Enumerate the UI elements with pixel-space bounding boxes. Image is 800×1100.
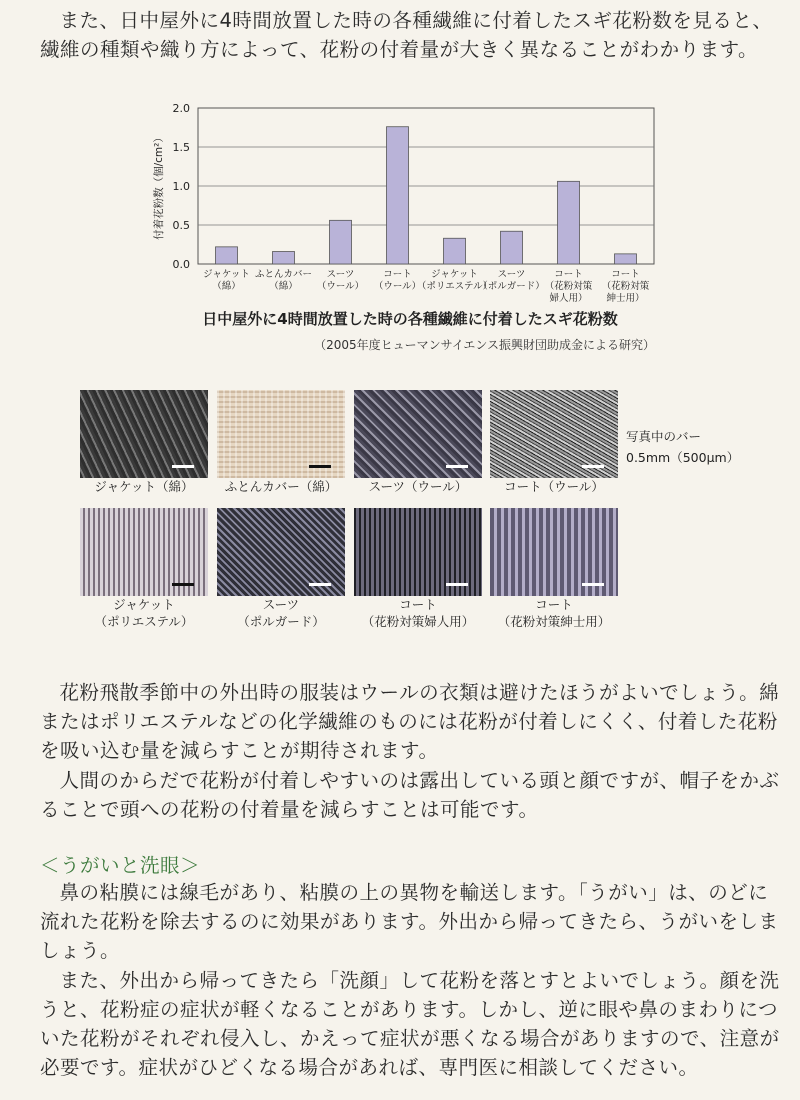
- fabric-caption-line: ジャケット: [113, 597, 175, 612]
- bar: [444, 238, 466, 264]
- fabric-caption: [201, 478, 361, 495]
- x-tick-label: （花粉対策: [601, 281, 650, 292]
- fabric-caption-line: （ポルガード）: [237, 614, 325, 629]
- scale-bar: [309, 583, 331, 586]
- bar: [273, 252, 295, 264]
- scale-bar: [446, 465, 468, 468]
- fabric-caption-line: ジャケット（綿）: [94, 479, 194, 494]
- fabric-photo: [490, 390, 618, 478]
- fabric-photo: [354, 508, 482, 596]
- fabric-caption: [64, 596, 224, 630]
- chart-svg: [150, 96, 670, 306]
- fabric-photo: [354, 390, 482, 478]
- fabric-caption: [201, 596, 361, 630]
- x-tick-label: （花粉対策: [544, 281, 593, 292]
- fabric-caption: [474, 478, 634, 495]
- x-tick-label: （ポルガード）: [478, 281, 545, 292]
- y-axis-label: 付着花粉数（個/cm²）: [153, 132, 165, 240]
- chart-title: 日中屋外に4時間放置した時の各種繊維に付着したスギ花粉数: [202, 310, 618, 328]
- y-tick-label: 1.5: [172, 141, 190, 154]
- bar: [216, 247, 238, 264]
- scale-bar: [446, 583, 468, 586]
- fabric-caption-line: コート: [535, 597, 573, 612]
- y-tick-label: 2.0: [172, 102, 190, 115]
- fabric-photo: [80, 508, 208, 596]
- x-tick-label: 紳士用）: [606, 293, 645, 304]
- y-tick-label: 0.0: [172, 258, 190, 271]
- y-tick-label: 1.0: [172, 180, 190, 193]
- fabric-caption-line: （花粉対策紳士用）: [497, 614, 611, 629]
- scale-bar: [309, 465, 331, 468]
- x-tick-label: ふとんカバー: [254, 269, 313, 280]
- x-tick-label: （ウール）: [316, 281, 365, 292]
- intro-paragraph: また、日中屋外に4時間放置した時の各種繊維に付着したスギ花粉数を見ると、繊維の種類や織り方によって、花粉の付着量が大きく異なることがわかります。: [40, 9, 773, 61]
- fabric-caption-line: ふとんカバー（綿）: [224, 479, 338, 494]
- body-paragraph-2: 人間のからだで花粉が付着しやすいのは露出している頭と顔ですが、帽子をかぶることで頭への花粉の付着量を減らすことは可能です。: [40, 769, 780, 821]
- x-tick-label: コート: [383, 269, 412, 280]
- bar: [558, 181, 580, 264]
- scale-bar: [172, 583, 194, 586]
- bar: [501, 231, 523, 264]
- fabric-caption-line: スーツ: [262, 597, 300, 612]
- x-tick-label: ジャケット: [431, 269, 478, 280]
- scale-bar: [582, 465, 604, 468]
- section-paragraph-2: また、外出から帰ってきたら「洗顔」して花粉を落とすとよいでしょう。顔を洗うと、花粉症の症状が軽くなることがあります。しかし、逆に眼や鼻のまわりについた花粉がそれぞれ侵入し、かえって症状が悪くなる場合がありますので、注意が必要です。症状がひどくなる場合があれば、専門医に相談してください。: [40, 969, 780, 1079]
- section-paragraph-1: 鼻の粘膜には線毛があり、粘膜の上の異物を輸送します。「うがい」は、のどに流れた花粉を除去するのに効果があります。外出から帰ってきたら、うがいをしましょう。: [40, 881, 779, 962]
- x-tick-label: スーツ: [497, 269, 526, 280]
- scale-note-line-1: 写真中のバー: [626, 429, 702, 444]
- fabric-caption-line: （ポリエステル）: [94, 614, 194, 629]
- bar: [330, 220, 352, 264]
- scale-note-line-2: 0.5mm（500μm）: [626, 450, 740, 465]
- fabric-caption-line: コート（ウール）: [504, 479, 604, 494]
- x-tick-label: コート: [611, 269, 640, 280]
- x-tick-label: コート: [554, 269, 583, 280]
- bar: [615, 254, 637, 264]
- bar: [387, 127, 409, 264]
- x-tick-label: ジャケット: [203, 269, 250, 280]
- x-tick-label: スーツ: [326, 269, 355, 280]
- pollen-bar-chart: [150, 96, 670, 356]
- x-tick-label: （綿）: [212, 281, 241, 292]
- x-tick-label: 婦人用）: [549, 293, 588, 304]
- section-heading: ＜うがいと洗眼＞: [40, 854, 201, 877]
- fabric-caption-line: コート: [399, 597, 437, 612]
- fabric-photo: [80, 390, 208, 478]
- scale-note: [626, 426, 739, 468]
- chart-source: （2005年度ヒューマンサイエンス振興財団助成金による研究）: [314, 338, 655, 352]
- y-tick-label: 0.5: [172, 219, 190, 232]
- scale-bar: [582, 583, 604, 586]
- fabric-caption: [474, 596, 634, 630]
- fabric-caption-line: （花粉対策婦人用）: [361, 614, 475, 629]
- fabric-caption-line: スーツ（ウール）: [368, 479, 468, 494]
- body-paragraph-1: 花粉飛散季節中の外出時の服装はウールの衣類は避けたほうがよいでしょう。綿またはポリエステルなどの化学繊維のものには花粉が付着しにくく、付着した花粉を吸い込む量を減らすことが期待されます。: [40, 681, 780, 762]
- fabric-photo: [490, 508, 618, 596]
- x-tick-label: （ポリエステル）: [416, 281, 493, 292]
- x-tick-label: （綿）: [269, 281, 298, 292]
- fabric-caption: [64, 478, 224, 495]
- fabric-photo: [217, 508, 345, 596]
- x-tick-label: （ウール）: [373, 281, 422, 292]
- fabric-photo: [217, 390, 345, 478]
- scale-bar: [172, 465, 194, 468]
